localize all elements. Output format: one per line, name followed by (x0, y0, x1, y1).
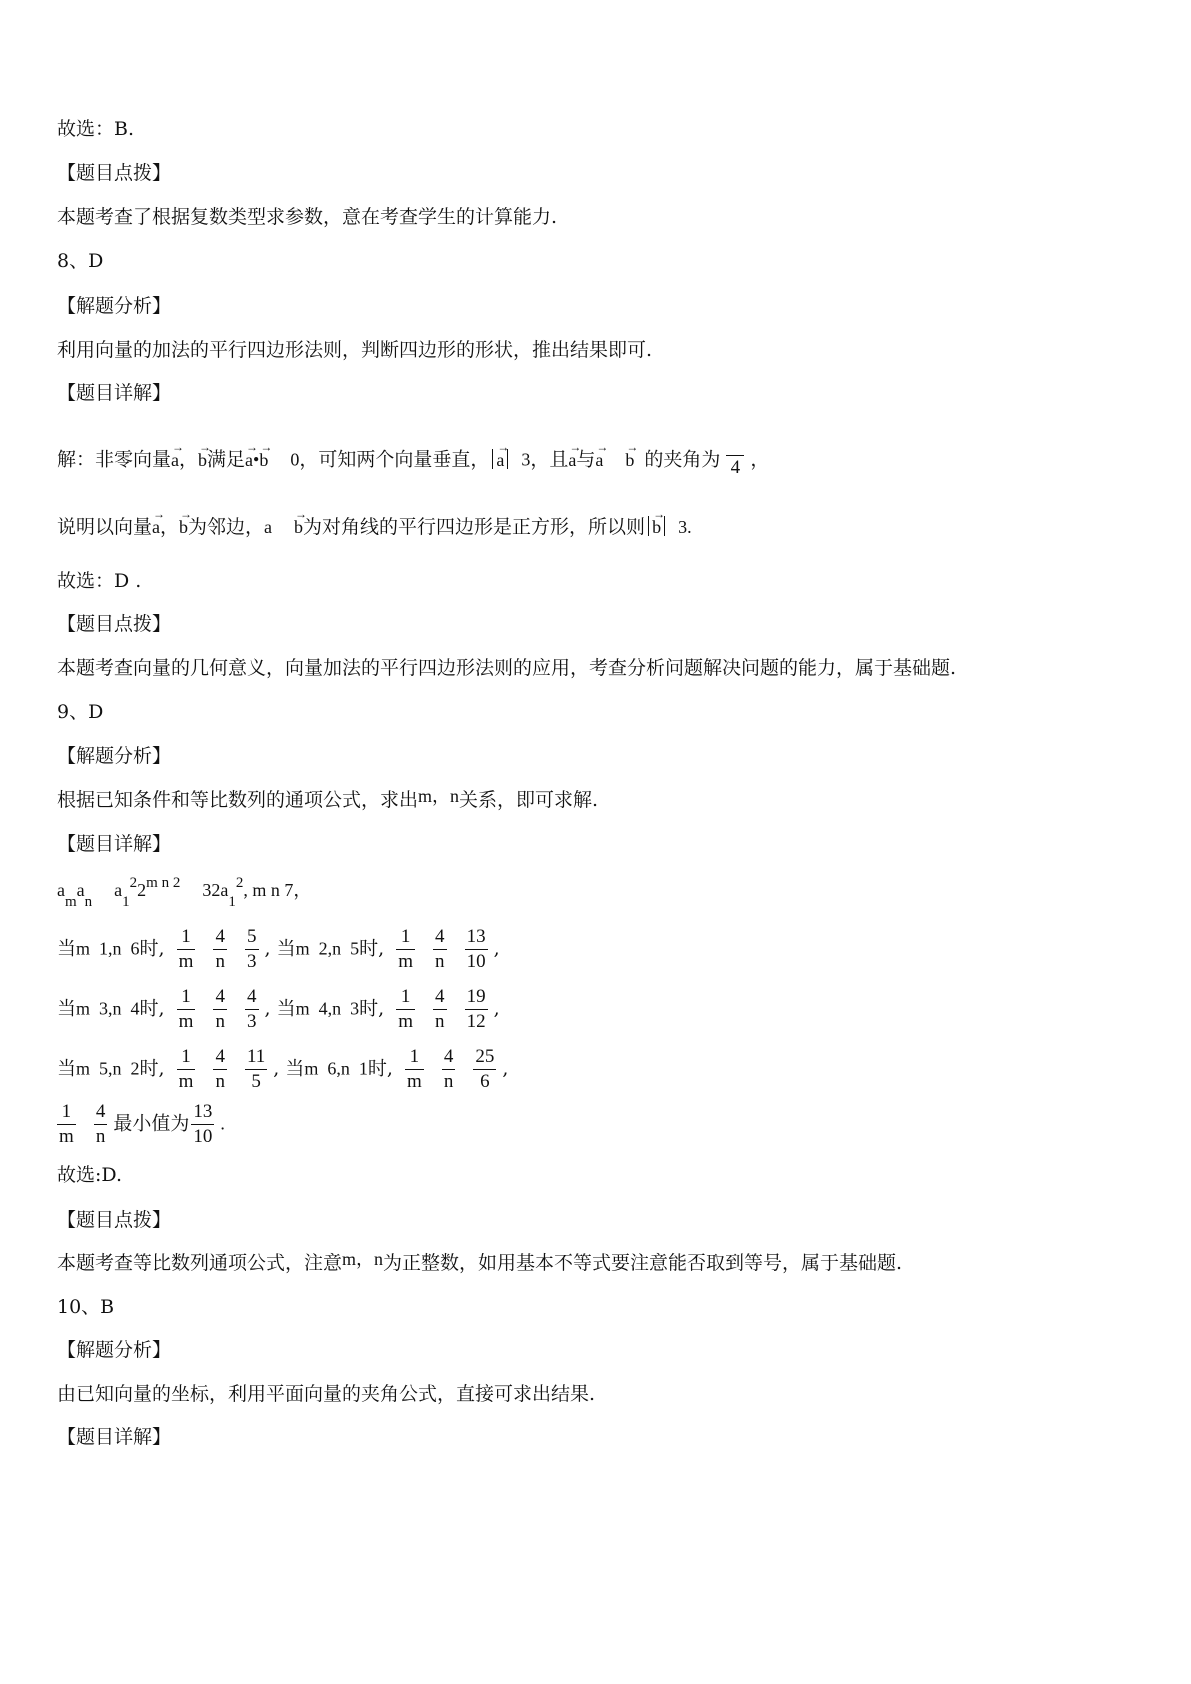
math-line-sequence-equation: $a_ma_na_1^22^{m n 2}$ $32a_1^2$, m n 7， (57, 875, 312, 910)
fraction: $\frac{4}{n}$ (435, 926, 445, 972)
answer-choice-text: 故选：B. (57, 118, 135, 140)
section-heading-detail: 【题目详解】 (57, 1426, 172, 1448)
fraction: $\frac{1}{m}$ (59, 1101, 74, 1147)
math-case-row: 当m 1,n 6时, $\frac{1}{m}$ $\frac{4}{n}$ $\frac{5}{3}$ , 当m 2,n 5时, $\frac{1}{m}$ $\frac{4}{n}$ $\frac{13}{10}$ , (57, 926, 500, 972)
fraction: $\frac{1}{m}$ (398, 986, 413, 1032)
fraction: $\frac{4}{n}$ (95, 1101, 106, 1147)
paragraph-text: 利用向量的加法的平行四边形法则，判断四边形的形状，推出结果即可. (57, 339, 653, 361)
answer-choice-text: 故选:D. (57, 1164, 122, 1186)
vector-b: → b (179, 515, 188, 539)
vector-a: → a (568, 448, 576, 472)
paragraph-text: 本题考查等比数列通项公式，注意m，n为正整数，如用基本不等式要注意能否取到等号，属于基础题. (57, 1249, 903, 1274)
math-line-minimum: $\frac{1}{m}$ $\frac{4}{n}$ 最小值为 $\frac{13}{10}$ . (59, 1101, 225, 1147)
math-case-row: 当m 5,n 2时, $\frac{1}{m}$ $\frac{4}{n}$ $\frac{11}{5}$ , 当m 6,n 1时, $\frac{1}{m}$ $\frac{4}{n}$ $\frac{25}{6}$ , (57, 1046, 509, 1092)
section-heading-analysis: 【解题分析】 (57, 295, 172, 317)
fraction-result: $\frac{19}{12}$ (466, 986, 486, 1032)
fraction: $\frac{4}{n}$ (435, 986, 445, 1032)
fraction: $\frac{1}{m}$ (178, 926, 194, 972)
fraction: $\frac{1}{m}$ (178, 1046, 194, 1092)
vector-a: → a (496, 448, 504, 472)
fraction: $\frac{4}{n}$ (443, 1046, 454, 1092)
fraction-result: $\frac{11}{5}$ (247, 1046, 266, 1092)
question-answer-label: 9、D (57, 701, 104, 723)
vector-b: → b (259, 448, 268, 472)
fraction-pi-over-4: 4 (726, 455, 744, 480)
vector-b: → b (294, 515, 303, 539)
fraction-result: $\frac{4}{3}$ (247, 986, 257, 1032)
section-heading-analysis: 【解题分析】 (57, 1339, 172, 1361)
vector-a: → a (595, 448, 603, 472)
fraction: $\frac{4}{n}$ (215, 986, 225, 1032)
vector-b: → b (198, 448, 207, 472)
section-heading-tips: 【题目点拨】 (57, 162, 172, 184)
math-line-vector-condition: 解：非零向量→ a，→ b满足→ a•→ b 0，可知两个向量垂直，→ a 3，且→ a与→ a→ b 的夹角为 4 ， (57, 441, 769, 480)
vector-a: → a (171, 448, 179, 472)
question-answer-label: 8、D (57, 250, 104, 272)
paragraph-text: 本题考查向量的几何意义，向量加法的平行四边形法则的应用，考查分析问题解决问题的能力，属于基础题. (57, 657, 957, 679)
fraction-minimum: $\frac{13}{10}$ (193, 1101, 213, 1147)
paragraph-text: 由已知向量的坐标，利用平面向量的夹角公式，直接可求出结果. (57, 1383, 596, 1405)
fraction-result: $\frac{25}{6}$ (475, 1046, 495, 1092)
vector-a: → a (245, 448, 253, 472)
fraction-result: $\frac{13}{10}$ (466, 926, 486, 972)
fraction: $\frac{1}{m}$ (398, 926, 413, 972)
section-heading-analysis: 【解题分析】 (57, 745, 172, 767)
math-line-square-conclusion: 说明以向量→ a，→ b为邻边，a→ b为对角线的平行四边形是正方形，所以则→ b 3. (57, 515, 692, 539)
fraction: $\frac{1}{m}$ (407, 1046, 422, 1092)
section-heading-detail: 【题目详解】 (57, 833, 172, 855)
vector-b: → b (625, 448, 634, 472)
vector-b: → b (652, 515, 661, 539)
fraction-result: $\frac{5}{3}$ (247, 926, 257, 972)
paragraph-text: 本题考查了根据复数类型求参数，意在考查学生的计算能力. (57, 206, 558, 228)
section-heading-detail: 【题目详解】 (57, 382, 172, 404)
question-answer-label: 10、B (57, 1296, 115, 1318)
answer-choice-text: 故选：D . (57, 570, 142, 592)
section-heading-tips: 【题目点拨】 (57, 613, 172, 635)
fraction: $\frac{1}{m}$ (178, 986, 194, 1032)
vector-a: → a (152, 515, 160, 539)
fraction: $\frac{4}{n}$ (215, 1046, 225, 1092)
fraction: $\frac{4}{n}$ (215, 926, 225, 972)
section-heading-tips: 【题目点拨】 (57, 1209, 172, 1231)
math-case-row: 当m 3,n 4时, $\frac{1}{m}$ $\frac{4}{n}$ $\frac{4}{3}$ , 当m 4,n 3时, $\frac{1}{m}$ $\frac{4}{n}$ $\frac{19}{12}$ , (57, 986, 500, 1032)
paragraph-text: 根据已知条件和等比数列的通项公式，求出m，n关系，即可求解. (57, 786, 599, 811)
